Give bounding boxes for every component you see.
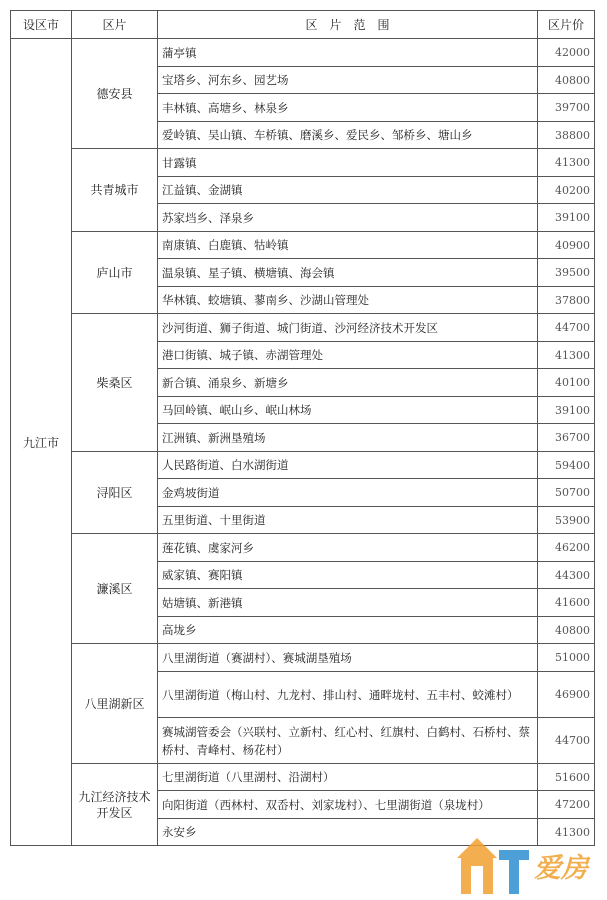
range-cell: 威家镇、赛阳镇 bbox=[158, 562, 538, 589]
range-cell: 姑塘镇、新港镇 bbox=[158, 589, 538, 617]
price-cell: 46900 bbox=[538, 672, 595, 718]
table-row bbox=[11, 452, 595, 479]
range-cell: 南康镇、白鹿镇、牯岭镇 bbox=[158, 232, 538, 259]
price-cell: 59400 bbox=[538, 452, 595, 479]
range-cell: 马回岭镇、岷山乡、岷山林场 bbox=[158, 397, 538, 424]
price-cell: 51600 bbox=[538, 764, 595, 791]
header-range: 区 片 范 围 bbox=[158, 11, 538, 39]
price-cell: 39100 bbox=[538, 397, 595, 424]
range-cell: 新合镇、涌泉乡、新塘乡 bbox=[158, 369, 538, 397]
range-cell: 八里湖街道（梅山村、九龙村、排山村、通畔垅村、五丰村、蛟滩村） bbox=[158, 672, 538, 718]
range-cell: 爱岭镇、吴山镇、车桥镇、磨溪乡、爱民乡、邹桥乡、塘山乡 bbox=[158, 122, 538, 149]
price-cell: 42000 bbox=[538, 39, 595, 67]
district-cell: 柴桑区 bbox=[72, 314, 158, 452]
district-cell: 九江经济技术开发区 bbox=[72, 764, 158, 846]
range-cell: 苏家垱乡、泽泉乡 bbox=[158, 204, 538, 232]
price-cell: 38800 bbox=[538, 122, 595, 149]
range-cell: 甘露镇 bbox=[158, 149, 538, 177]
district-cell: 德安县 bbox=[72, 39, 158, 149]
district-cell: 八里湖新区 bbox=[72, 644, 158, 764]
range-cell: 沙河街道、狮子街道、城门街道、沙河经济技术开发区 bbox=[158, 314, 538, 342]
price-cell: 50700 bbox=[538, 479, 595, 507]
range-cell: 莲花镇、虞家河乡 bbox=[158, 534, 538, 562]
range-cell: 蒲亭镇 bbox=[158, 39, 538, 67]
price-cell: 41600 bbox=[538, 589, 595, 617]
price-cell: 36700 bbox=[538, 424, 595, 452]
range-cell: 温泉镇、星子镇、横塘镇、海会镇 bbox=[158, 259, 538, 287]
price-cell: 51000 bbox=[538, 644, 595, 672]
header-price: 区片价 bbox=[538, 11, 595, 39]
price-cell: 40800 bbox=[538, 67, 595, 94]
range-cell: 金鸡坡街道 bbox=[158, 479, 538, 507]
price-cell: 40900 bbox=[538, 232, 595, 259]
price-cell: 47200 bbox=[538, 791, 595, 819]
range-cell: 高垅乡 bbox=[158, 617, 538, 644]
table-row bbox=[11, 232, 595, 259]
price-cell: 53900 bbox=[538, 507, 595, 534]
range-cell: 宝塔乡、河东乡、园艺场 bbox=[158, 67, 538, 94]
header-city: 设区市 bbox=[11, 11, 72, 39]
range-cell: 丰林镇、高塘乡、林泉乡 bbox=[158, 94, 538, 122]
header-row bbox=[11, 11, 595, 39]
price-cell: 40800 bbox=[538, 617, 595, 644]
price-cell: 46200 bbox=[538, 534, 595, 562]
price-cell: 39500 bbox=[538, 259, 595, 287]
price-cell: 41300 bbox=[538, 819, 595, 846]
range-cell: 华林镇、蛟塘镇、蓼南乡、沙湖山管理处 bbox=[158, 287, 538, 314]
logo-bar bbox=[499, 850, 529, 860]
range-cell: 七里湖街道（八里湖村、沿湖村） bbox=[158, 764, 538, 791]
range-cell: 八里湖街道（赛湖村）、赛城湖垦殖场 bbox=[158, 644, 538, 672]
city-cell: 九江市 bbox=[11, 39, 72, 846]
range-cell: 赛城湖管委会（兴联村、立新村、红心村、红旗村、白鹤村、石桥村、蔡桥村、青峰村、杨花村） bbox=[158, 718, 538, 764]
table-row bbox=[11, 764, 595, 791]
price-cell: 39700 bbox=[538, 94, 595, 122]
district-cell: 浔阳区 bbox=[72, 452, 158, 534]
price-cell: 44700 bbox=[538, 314, 595, 342]
range-cell: 五里街道、十里街道 bbox=[158, 507, 538, 534]
table-row bbox=[11, 644, 595, 672]
price-cell: 41300 bbox=[538, 342, 595, 369]
range-cell: 港口街镇、城子镇、赤湖管理处 bbox=[158, 342, 538, 369]
price-cell: 39100 bbox=[538, 204, 595, 232]
header-district: 区片 bbox=[72, 11, 158, 39]
watermark-text: 爱房 bbox=[534, 853, 588, 884]
district-cell: 共青城市 bbox=[72, 149, 158, 232]
table-row bbox=[11, 314, 595, 342]
table-row bbox=[11, 39, 595, 67]
price-cell: 37800 bbox=[538, 287, 595, 314]
range-cell: 江洲镇、新洲垦殖场 bbox=[158, 424, 538, 452]
land-price-table bbox=[10, 10, 595, 846]
range-cell: 向阳街道（西林村、双岙村、刘家垅村）、七里湖街道（泉垅村） bbox=[158, 791, 538, 819]
price-cell: 41300 bbox=[538, 149, 595, 177]
price-cell: 40200 bbox=[538, 177, 595, 204]
logo-stem bbox=[509, 860, 519, 894]
price-cell: 40100 bbox=[538, 369, 595, 397]
price-cell: 44700 bbox=[538, 718, 595, 764]
range-cell: 永安乡 bbox=[158, 819, 538, 846]
house-shape bbox=[457, 838, 497, 894]
district-cell: 庐山市 bbox=[72, 232, 158, 314]
table-row bbox=[11, 534, 595, 562]
range-cell: 人民路街道、白水湖街道 bbox=[158, 452, 538, 479]
price-cell: 44300 bbox=[538, 562, 595, 589]
district-cell: 濂溪区 bbox=[72, 534, 158, 644]
range-cell: 江益镇、金湖镇 bbox=[158, 177, 538, 204]
table-row bbox=[11, 149, 595, 177]
